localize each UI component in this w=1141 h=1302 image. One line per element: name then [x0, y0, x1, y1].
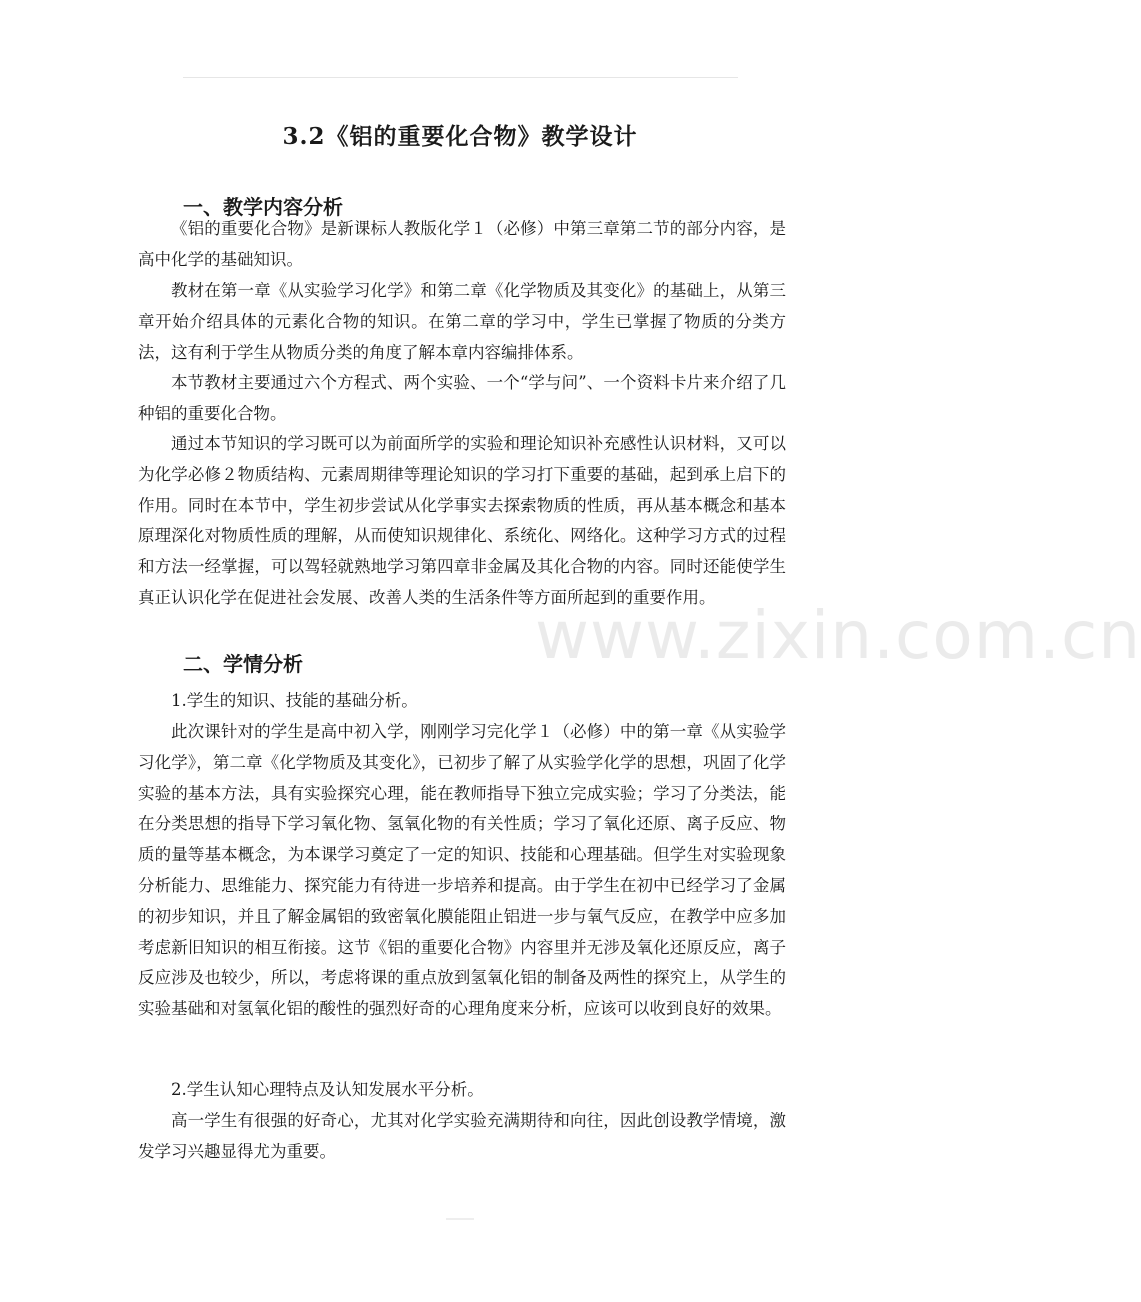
watermark: www.zixin.com.cn: [535, 597, 1141, 674]
paragraph: 通过本节知识的学习既可以为前面所学的实验和理论知识补充感性认识材料，又可以为化学必修２物质结构、元素周期律等理论知识的学习打下重要的基础，起到承上启下的作用。同时在本节中，学生初步尝试从化学事实去探索物质的性质，再从基本概念和基本原理深化对物质性质的理解，从而使知识规律化、系统化、网络化。这种学习方式的过程和方法一经掌握，可以驾轻就熟地学习第四章非金属及其化合物的内容。同时还能使学生真正认识化学在促进社会发展、改善人类的生活条件等方面所起到的重要作用。: [138, 434, 786, 607]
section-heading-student-analysis: 二、学情分析: [183, 652, 303, 676]
header-rule: [183, 77, 738, 78]
footer-mark: [446, 1218, 474, 1220]
page-title: 3.2《铝的重要化合物》教学设计: [282, 123, 638, 150]
paragraph: 2.学生认知心理特点及认知发展水平分析。: [171, 1080, 484, 1099]
paragraph: 此次课针对的学生是高中初入学，刚刚学习完化学１（必修）中的第一章《从实验学习化学》，第二章《化学物质及其变化》，已初步了解了从实验学化学的思想，巩固了化学实验的基本方法，具有实验探究心理，能在教师指导下独立完成实验；学习了分类法，能在分类思想的指导下学习氧化物、氢氧化物的有关性质；学习了氧化还原、离子反应、物质的量等基本概念，为本课学习奠定了一定的知识、技能和心理基础。但学生对实验现象分析能力、思维能力、探究能力有待进一步培养和提高。由于学生在初中已经学习了金属的初步知识，并且了解金属铝的致密氧化膜能阻止铝进一步与氧气反应，在教学中应多加考虑新旧知识的相互衔接。这节《铝的重要化合物》内容里并无涉及氧化还原反应，离子反应涉及也较少，所以，考虑将课的重点放到氢氧化铝的制备及两性的探究上，从学生的实验基础和对氢氧化铝的酸性的强烈好奇的心理角度来分析，应该可以收到良好的效果。: [138, 722, 786, 1019]
section-heading-content-analysis: 一、教学内容分析: [183, 195, 343, 219]
paragraph: 教材在第一章《从实验学习化学》和第二章《化学物质及其变化》的基础上，从第三章开始介绍具体的元素化合物的知识。在第二章的学习中，学生已掌握了物质的分类方法，这有利于学生从物质分类的角度了解本章内容编排体系。: [138, 281, 786, 362]
paragraph: 本节教材主要通过六个方程式、两个实验、一个“学与问”、一个资料卡片来介绍了几种铝的重要化合物。: [138, 373, 786, 423]
paragraph: 《铝的重要化合物》是新课标人教版化学１（必修）中第三章第二节的部分内容，是高中化学的基础知识。: [138, 219, 786, 269]
paragraph: 1.学生的知识、技能的基础分析。: [171, 691, 418, 710]
paragraph: 高一学生有很强的好奇心，尤其对化学实验充满期待和向往，因此创设教学情境，激发学习兴趣显得尤为重要。: [138, 1111, 786, 1161]
